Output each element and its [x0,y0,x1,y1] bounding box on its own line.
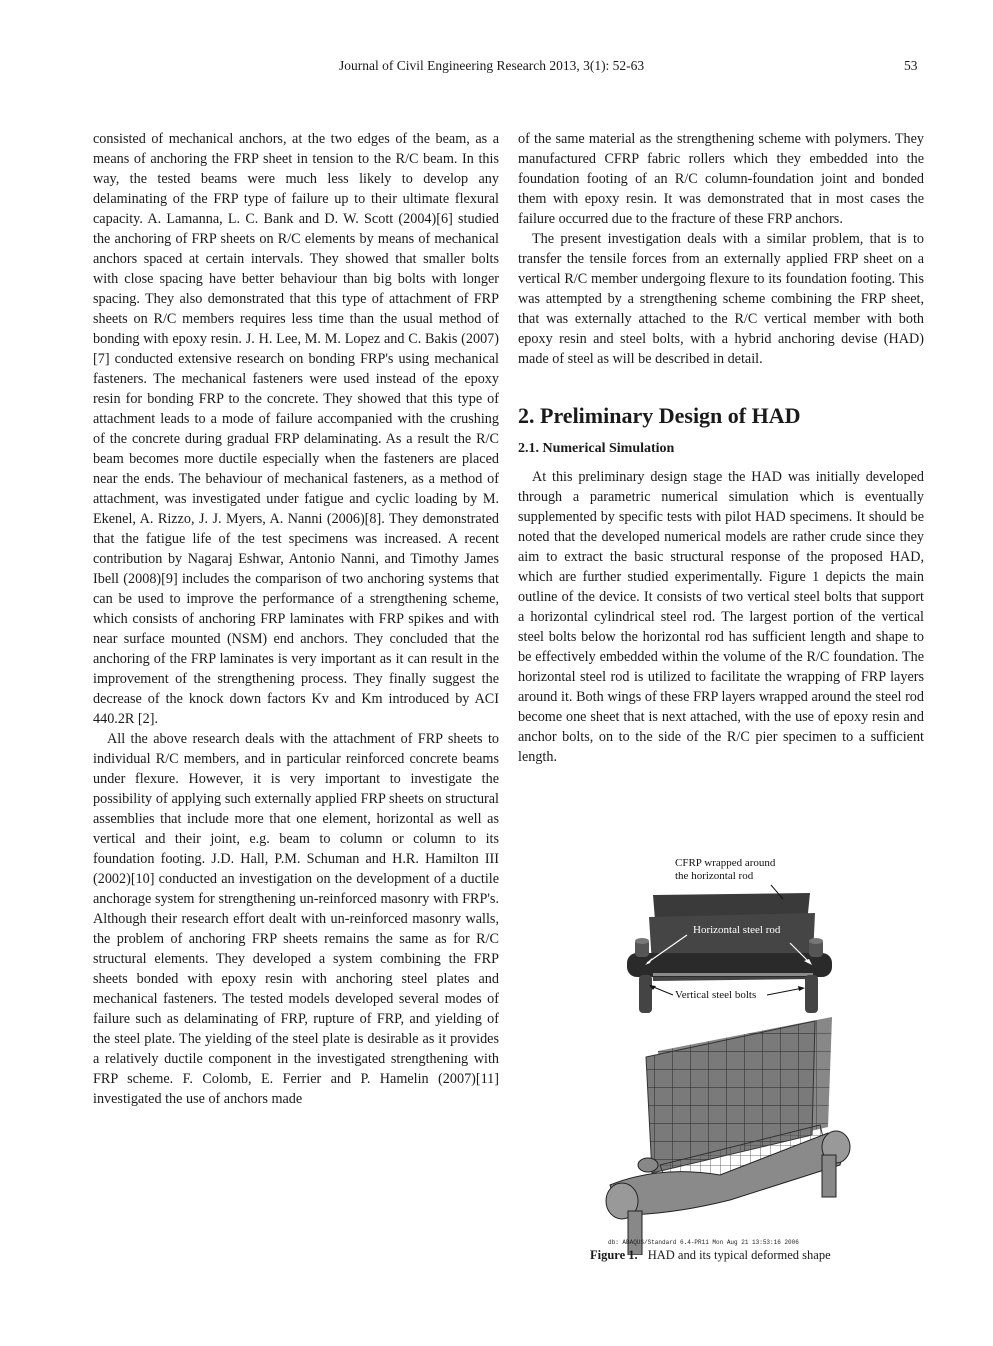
journal-citation: Journal of Civil Engineering Research 2013, 3(1): 52-63 [339,58,645,73]
callout-horizontal-rod: Horizontal steel rod [693,924,781,936]
callout-cfrp: CFRP wrapped around [675,857,776,869]
software-stamp: db: ABAQUS/Standard 6.4-PR11 Mon Aug 21 13:53:16 2006 [608,1239,799,1246]
right-column [518,129,924,767]
paragraph: The present investigation deals with a similar problem, that is to transfer the tensile forces from an externally applied FRP sheet on a vertical R/C member undergoing flexure to its foundation footing. This was attempted by a strengthening scheme combining the FRP sheet, that was externally attached to the R/C vertical member with both epoxy resin and steel bolts, with a hybrid anchoring devise (HAD) made of steel as will be described in detail. [518,231,924,367]
paragraph: At this preliminary design stage the HAD was initially developed through a parametric numerical simulation which is eventually supplemented by specific tests with pilot HAD specimens. It should be noted that the developed numerical models are rather crude since they aim to extract the basic structural response of the proposed HAD, which are further studied experimentally. Figure 1 depicts the main outline of the device. It consists of two vertical steel bolts that support a horizontal cylindrical steel rod. The largest portion of the vertical steel bolts below the horizontal rod has sufficient length and shape to be effectively embedded within the volume of the R/C foundation. The horizontal steel rod is utilized to facilitate the wrapping of FRP layers around it. Both wings of these FRP layers wrapped around the steel rod become one sheet that is next attached, with the use of epoxy resin and anchor bolts, on to the side of the R/C pier specimen to a sufficient length. [518,469,924,765]
paragraph: of the same material as the strengthening scheme with polymers. They manufactured CFRP fabric rollers which they embedded into the foundation footing of an R/C column-foundation joint and bonded them with epoxy resin. It was demonstrated that in most cases the failure occurred due to the fracture of these FRP anchors. [518,131,924,227]
page-number: 53 [904,58,918,73]
subsection-heading: 2.1. Numerical Simulation [518,441,675,456]
running-header [0,58,993,78]
paragraph: All the above research deals with the attachment of FRP sheets to individual R/C members, and in particular reinforced concrete beams under flexure. However, it is very important to investigate the possibility of applying such externally applied FRP sheets on structural assemblies that include more that one element, horizontal as well as vertical and their joint, e.g. beam to column or column to its foundation footing. J.D. Hall, P.M. Schuman and H.R. Hamilton III (2002)[10] conducted an investigation on the development of a ductile anchorage system for strengthening un-reinforced masonry with FRP's. Although their research effort dealt with un-reinforced masonry walls, the problem of anchoring FRP sheets remains the same as for R/C structural elements. They developed a system combining the FRP sheets bonded with epoxy resin with anchoring steel plates and mechanical fasteners. The tested models developed several modes of failure such as delaminating of FRP, rupture of FRP, and yielding of the steel plate. The yielding of the steel plate is desirable as it provides a relatively ductile component in the investigated strengthening with FRP scheme. F. Colomb, E. Ferrier and P. Hamelin (2007)[11] investigated the use of anchors made [93,731,499,1107]
callout-vertical-bolts: Vertical steel bolts [675,989,757,1001]
had-geometry-image [605,855,845,1015]
figure-caption [590,1248,831,1263]
figure-1 [600,855,860,1255]
callout-cfrp-2: the horizontal rod [675,870,754,882]
section-heading: 2. Preliminary Design of HAD [518,403,801,428]
paragraph: consisted of mechanical anchors, at the two edges of the beam, as a means of anchoring the FRP sheet in tension to the R/C beam. In this way, the tested beams were much less likely to develop any delaminating of the FRP type of failure up to their ultimate flexural capacity. A. Lamanna, L. C. Bank and D. W. Scott (2004)[6] studied the anchoring of FRP sheets on R/C elements by means of mechanical anchors spaced at certain intervals. They showed that smaller bolts with close spacing have better behaviour than big bolts with longer spacing. They also demonstrated that this type of attachment of FRP sheets on R/C members requires less time than the usual method of bonding with epoxy resin. J. H. Lee, M. M. Lopez and C. Bakis (2007)[7] conducted extensive research on bonding FRP's using mechanical fasteners. The mechanical fasteners were used instead of the epoxy resin for bonding FRP to the concrete. They showed that this type of attachment leads to a mode of failure accompanied with the crushing of the concrete during gradual FRP delaminating. As a result the R/C beam becomes more ductile especially when the fasteners are placed near the ends. The behaviour of mechanical fasteners, as a method of attachment, was investigated under fatigue and cyclic loading by M. Ekenel, A. Rizzo, J. J. Myers, A. Nanni (2006)[8]. They demonstrated that the fatigue life of the test specimens was increased. A recent contribution by Nagaraj Eshwar, Antonio Nanni, and Timothy James Ibell (2008)[9] includes the comparison of two anchoring systems that can be used to improve the performance of a strengthening scheme, which consists of anchoring FRP laminates with FRP spikes and with near surface mounted (NSM) end anchors. They concluded that the anchoring of the FRP laminates is very important as it can result in the improvement of the strengthening process. They finally suggest the decrease of the knock down factors Kv and Km introduced by ACI 440.2R [2]. [93,131,499,727]
figure-caption-text: HAD and its typical deformed shape [647,1248,831,1262]
deformed-shape-image [600,1015,860,1255]
fe-mesh-illustration [600,1015,860,1255]
left-column [93,129,499,1109]
figure-label: Figure 1. [590,1248,638,1262]
